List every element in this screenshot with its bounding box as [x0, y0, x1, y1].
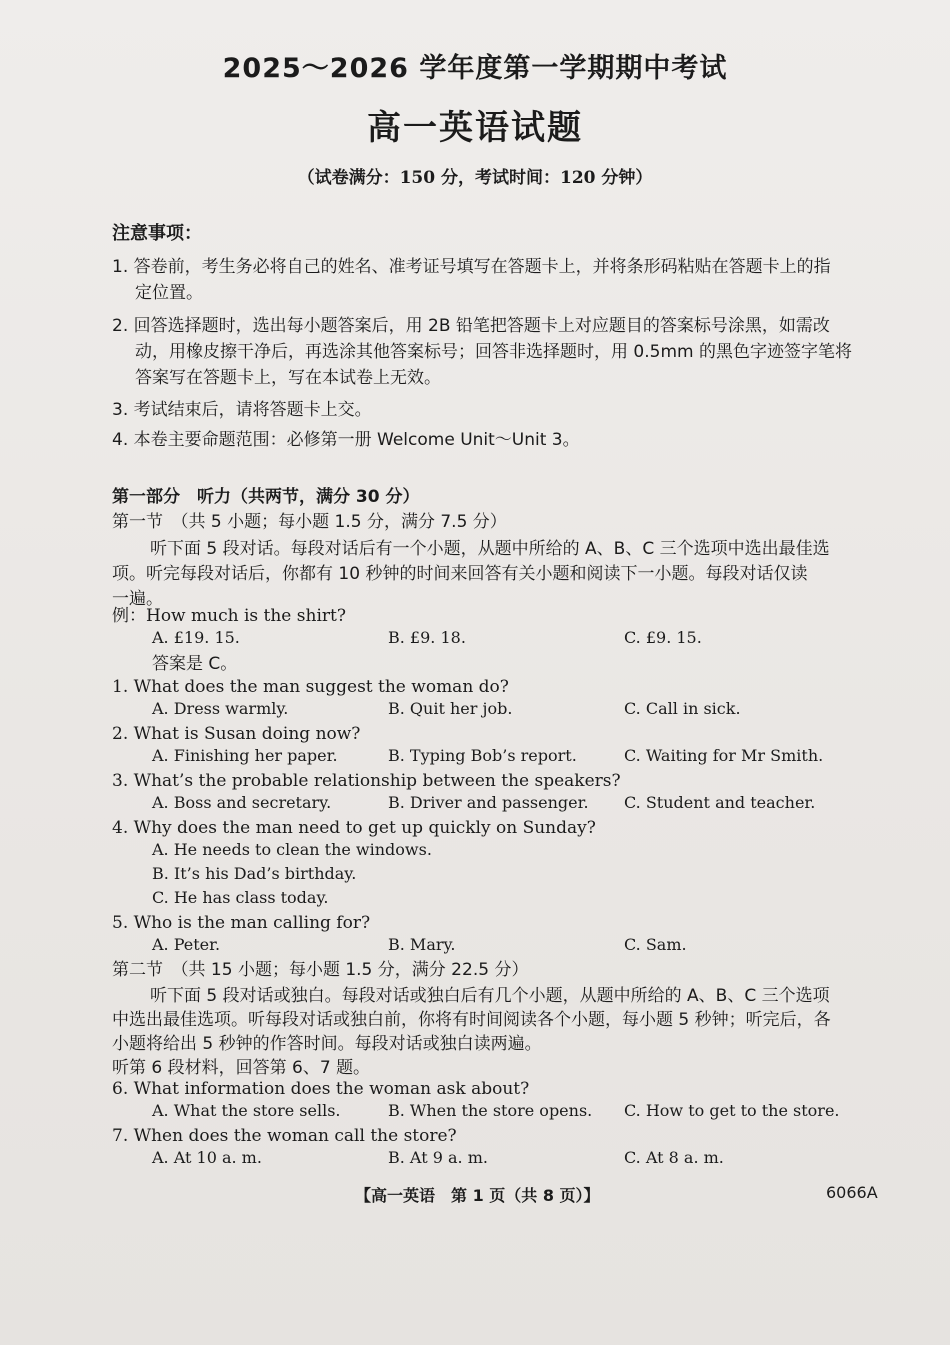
- question-4: 4. Why does the man need to get up quickly on Sunday?: [112, 818, 596, 838]
- page-footer-label: 【高一英语 第 1 页（共 8 页）】: [355, 1186, 600, 1205]
- section2-heading: 第二节 （共 15 小题；每小题 1.5 分，满分 22.5 分）: [112, 960, 529, 980]
- example-option-c: C. £9. 15.: [624, 628, 702, 647]
- q7-option-c: C. At 8 a. m.: [624, 1148, 724, 1167]
- notice-heading: 注意事项：: [112, 223, 202, 244]
- exam-meta: （试卷满分：150 分，考试时间：120 分钟）: [297, 168, 653, 188]
- question-2: 2. What is Susan doing now?: [112, 724, 361, 744]
- q4-option-a: A. He needs to clean the windows.: [152, 840, 432, 859]
- question-1: 1. What does the man suggest the woman do?: [112, 677, 509, 697]
- section2-instruction: 听下面 5 段对话或独白。每段对话或独白后有几个小题，从题中所给的 A、B、C 三个选项: [150, 986, 830, 1006]
- q3-option-c: C. Student and teacher.: [624, 793, 816, 812]
- q1-option-b: B. Quit her job.: [388, 699, 513, 718]
- q2-option-a: A. Finishing her paper.: [152, 746, 338, 765]
- q7-option-a: A. At 10 a. m.: [152, 1148, 262, 1167]
- notice-item: 2. 回答选择题时，选出每小题答案后，用 2B 铅笔把答题卡上对应题目的答案标号涂黑，如需改: [112, 316, 830, 336]
- exam-title: 2025～2026 学年度第一学期期中考试: [222, 53, 728, 84]
- paper-code: 6066A: [826, 1183, 878, 1202]
- section1-instruction: 听下面 5 段对话。每段对话后有一个小题，从题中所给的 A、B、C 三个选项中选出最佳选: [150, 539, 830, 559]
- q3-option-b: B. Driver and passenger.: [388, 793, 589, 812]
- question-3: 3. What’s the probable relationship between the speakers?: [112, 771, 621, 791]
- notice-item: 4. 本卷主要命题范围：必修第一册 Welcome Unit～Unit 3。: [112, 430, 580, 450]
- question-6: 6. What information does the woman ask about?: [112, 1079, 530, 1099]
- q1-option-a: A. Dress warmly.: [152, 699, 289, 718]
- paper-title: 高一英语试题: [367, 108, 583, 148]
- q7-option-b: B. At 9 a. m.: [388, 1148, 488, 1167]
- q5-option-c: C. Sam.: [624, 935, 687, 954]
- q4-option-b: B. It’s his Dad’s birthday.: [152, 864, 357, 883]
- notice-item: 定位置。: [135, 283, 203, 303]
- material-note: 听第 6 段材料，回答第 6、7 题。: [112, 1058, 371, 1078]
- notice-item: 答案写在答题卡上，写在本试卷上无效。: [135, 368, 441, 388]
- section2-instruction: 小题将给出 5 秒钟的作答时间。每段对话或独白读两遍。: [112, 1034, 542, 1054]
- q5-option-a: A. Peter.: [152, 935, 221, 954]
- q4-option-c: C. He has class today.: [152, 888, 329, 907]
- q6-option-a: A. What the store sells.: [152, 1101, 341, 1120]
- q5-option-b: B. Mary.: [388, 935, 456, 954]
- section1-instruction: 项。听完每段对话后，你都有 10 秒钟的时间来回答有关小题和阅读下一小题。每段对话仅读: [112, 564, 808, 584]
- notice-item: 1. 答卷前，考生务必将自己的姓名、准考证号填写在答题卡上，并将条形码粘贴在答题卡上的指: [112, 257, 831, 277]
- q1-option-c: C. Call in sick.: [624, 699, 741, 718]
- notice-item: 3. 考试结束后，请将答题卡上交。: [112, 400, 372, 420]
- q3-option-a: A. Boss and secretary.: [152, 793, 332, 812]
- q6-option-b: B. When the store opens.: [388, 1101, 593, 1120]
- example-question: 例：How much is the shirt?: [112, 606, 346, 626]
- q2-option-b: B. Typing Bob’s report.: [388, 746, 577, 765]
- section1-heading: 第一节 （共 5 小题；每小题 1.5 分，满分 7.5 分）: [112, 512, 507, 532]
- q2-option-c: C. Waiting for Mr Smith.: [624, 746, 824, 765]
- example-option-a: A. £19. 15.: [152, 628, 240, 647]
- example-option-b: B. £9. 18.: [388, 628, 466, 647]
- q6-option-c: C. How to get to the store.: [624, 1101, 840, 1120]
- question-5: 5. Who is the man calling for?: [112, 913, 371, 933]
- part1-heading: 第一部分 听力（共两节，满分 30 分）: [112, 487, 420, 507]
- example-answer: 答案是 C。: [152, 654, 238, 674]
- question-7: 7. When does the woman call the store?: [112, 1126, 457, 1146]
- section1-instruction: 一遍。: [112, 589, 163, 609]
- notice-item: 动，用橡皮擦干净后，再选涂其他答案标号；回答非选择题时，用 0.5mm 的黑色字迹签字笔将: [135, 342, 852, 362]
- section2-instruction: 中选出最佳选项。听每段对话或独白前，你将有时间阅读各个小题，每小题 5 秒钟；听完后，各: [112, 1010, 831, 1030]
